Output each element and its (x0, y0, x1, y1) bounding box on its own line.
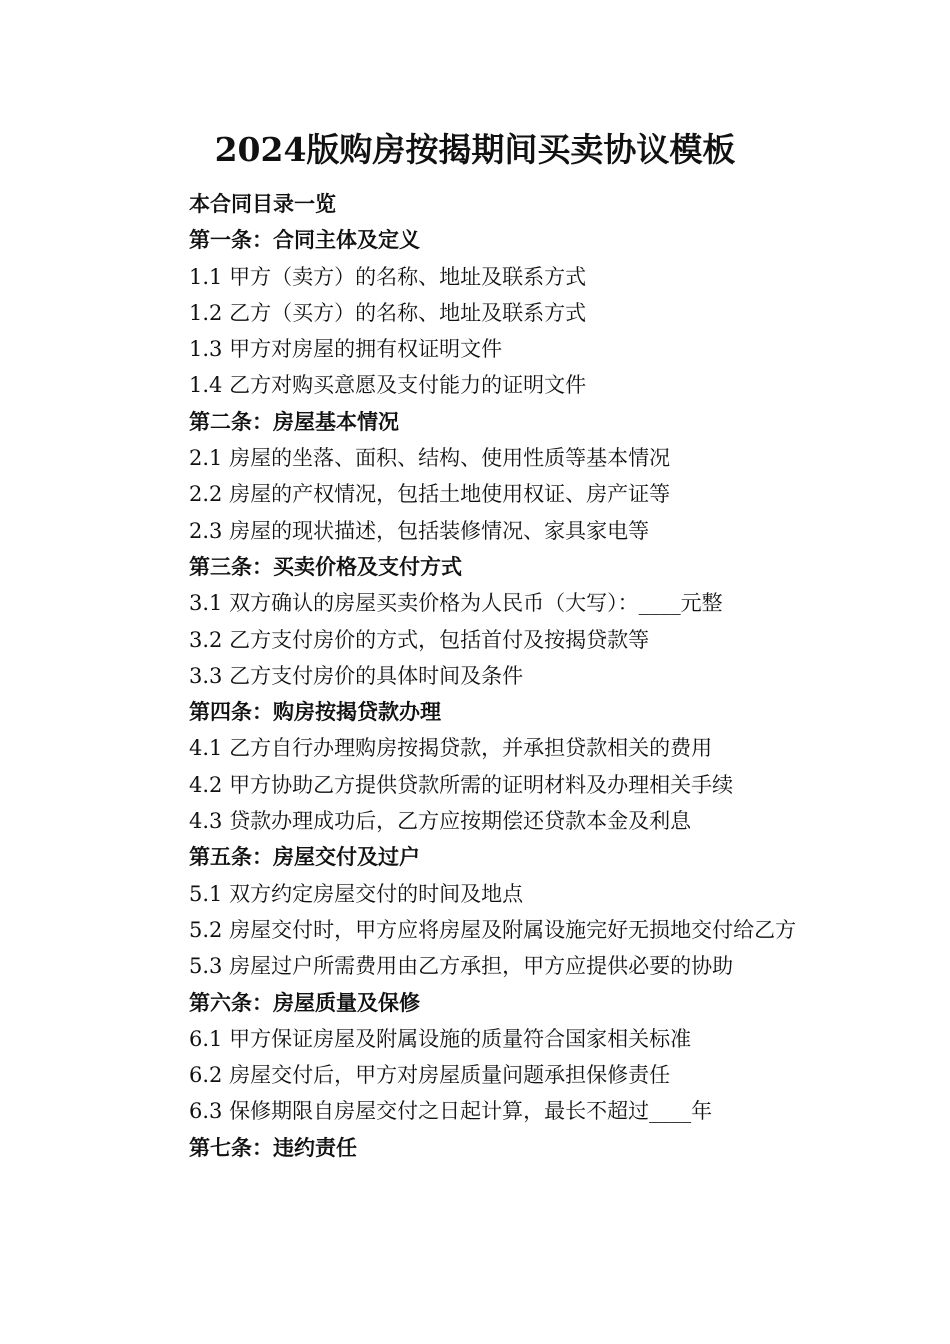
clause-line: 5.1 双方约定房屋交付的时间及地点 (189, 881, 524, 906)
clause-line: 4.2 甲方协助乙方提供贷款所需的证明材料及办理相关手续 (189, 772, 734, 797)
clause-line: 5.3 房屋过户所需费用由乙方承担，甲方应提供必要的协助 (189, 954, 734, 979)
clause-line: 1.2 乙方（买方）的名称、地址及联系方式 (189, 300, 587, 325)
clause-line: 1.4 乙方对购买意愿及支付能力的证明文件 (189, 373, 587, 398)
clause-line: 1.1 甲方（卖方）的名称、地址及联系方式 (189, 264, 587, 289)
article-heading: 第四条：购房按揭贷款办理 (189, 699, 441, 725)
clause-line: 3.3 乙方支付房价的具体时间及条件 (189, 663, 524, 688)
document-body (143, 186, 823, 1166)
article-heading: 第一条：合同主体及定义 (189, 227, 420, 253)
clause-line: 4.3 贷款办理成功后，乙方应按期偿还贷款本金及利息 (189, 809, 692, 834)
clause-line: 6.3 保修期限自房屋交付之日起计算，最长不超过____年 (189, 1099, 713, 1124)
clause-line: 4.1 乙方自行办理购房按揭贷款，并承担贷款相关的费用 (189, 736, 713, 761)
clause-line: 6.2 房屋交付后，甲方对房屋质量问题承担保修责任 (189, 1063, 671, 1088)
clause-line: 3.1 双方确认的房屋买卖价格为人民币（大写）：____元整 (189, 591, 723, 616)
document-title: 2024版购房按揭期间买卖协议模板 (214, 130, 736, 169)
toc-heading: 本合同目录一览 (189, 191, 336, 216)
article-heading: 第七条：违约责任 (189, 1134, 357, 1160)
clause-line-wrapped: 5.2 房屋交付时，甲方应将房屋及附属设施完好无损地交付给乙方 (189, 917, 797, 942)
clause-line: 2.1 房屋的坐落、面积、结构、使用性质等基本情况 (189, 446, 671, 471)
page-bottom-margin (0, 1200, 950, 1344)
article-heading: 第五条：房屋交付及过户 (189, 844, 420, 870)
article-heading: 第三条：买卖价格及支付方式 (189, 553, 462, 579)
article-heading: 第二条：房屋基本情况 (189, 408, 399, 434)
clause-line: 2.2 房屋的产权情况，包括土地使用权证、房产证等 (189, 482, 671, 507)
article-heading: 第六条：房屋质量及保修 (189, 989, 420, 1015)
clause-line: 1.3 甲方对房屋的拥有权证明文件 (189, 337, 503, 362)
clause-line: 6.1 甲方保证房屋及附属设施的质量符合国家相关标准 (189, 1026, 692, 1051)
clause-line: 2.3 房屋的现状描述，包括装修情况、家具家电等 (189, 518, 650, 543)
clause-line: 3.2 乙方支付房价的方式，包括首付及按揭贷款等 (189, 627, 650, 652)
